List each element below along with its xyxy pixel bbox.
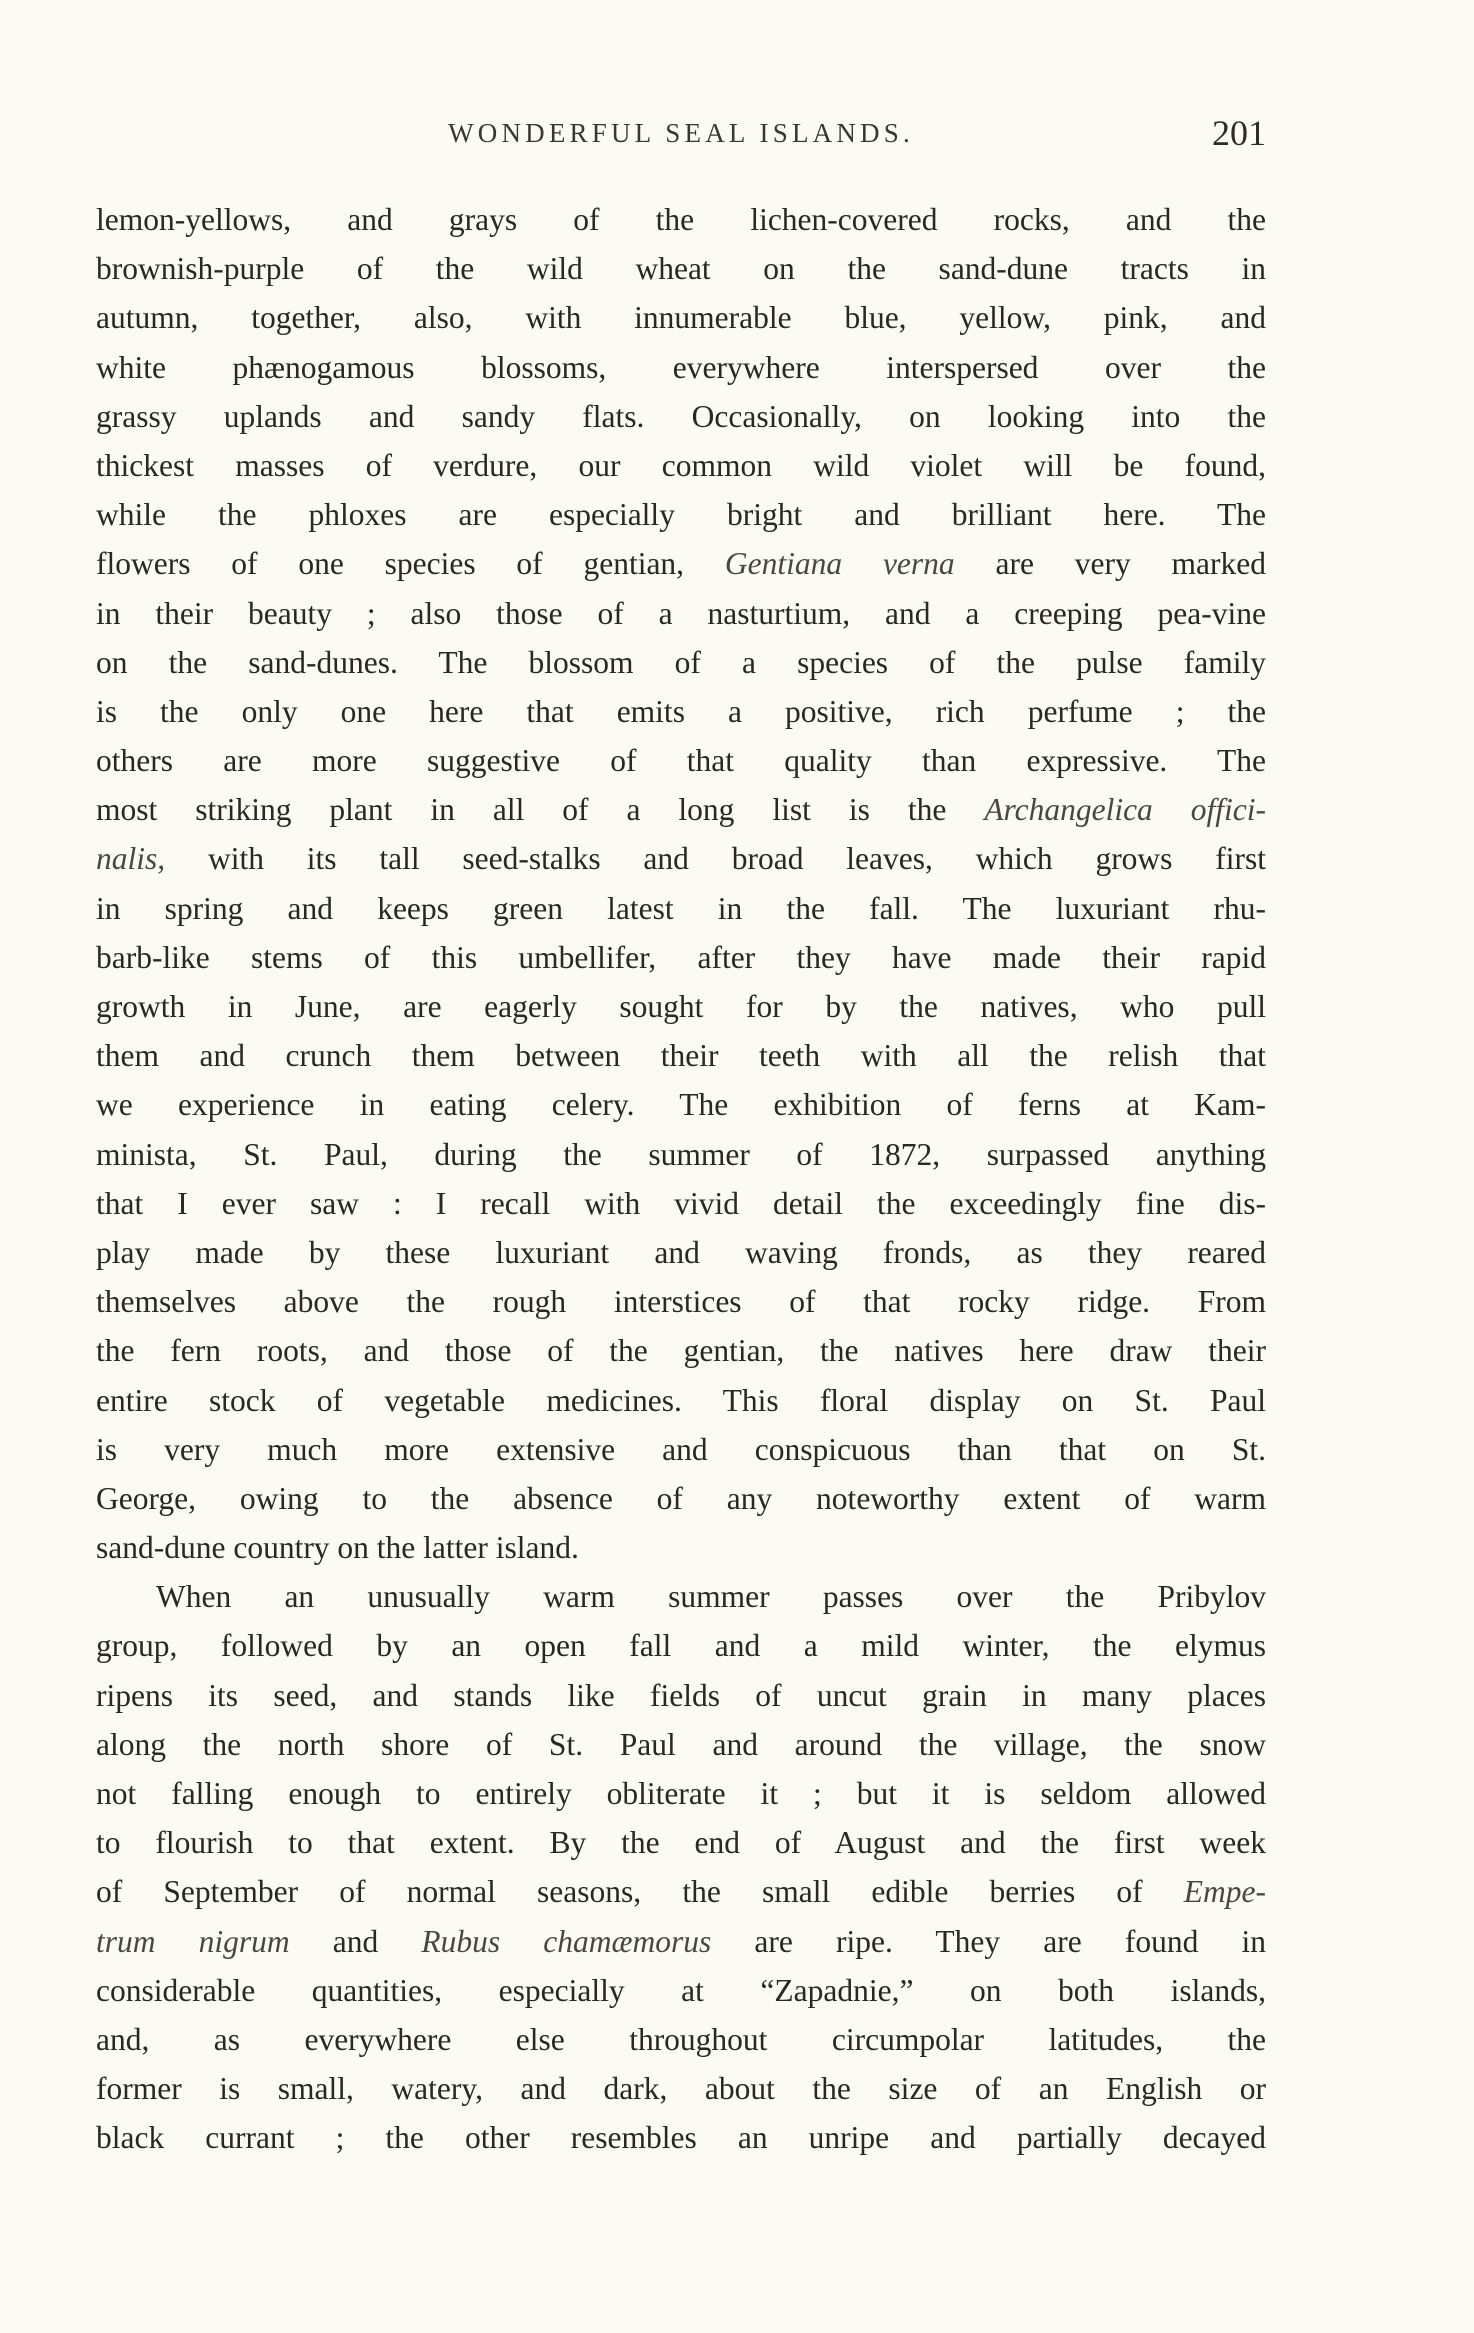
- text-line: [96, 884, 1266, 933]
- text-line: [96, 1277, 1266, 1326]
- page-number: 201: [1212, 113, 1266, 153]
- text-segment: lemon-yellows, and grays of the lichen-covered rocks, and the: [96, 202, 1266, 237]
- text-line: [96, 933, 1266, 982]
- text-segment: while the phloxes are especially bright and brilliant here. The: [96, 497, 1266, 533]
- text-segment: the fern roots, and those of the gentian, the natives here draw their: [96, 1333, 1266, 1369]
- text-line: [96, 1818, 1266, 1867]
- text-segment: themselves above the rough interstices of that rocky ridge. From: [96, 1284, 1266, 1320]
- text-segment: considerable quantities, especially at “Zapadnie,” on both islands,: [96, 1972, 1266, 2008]
- text-segment: When an unusually warm summer passes over the Pribylov: [156, 1579, 1266, 1615]
- text-segment: are very marked: [954, 546, 1266, 582]
- body-text: [96, 195, 1266, 2163]
- text-segment: grassy uplands and sandy flats. Occasionally, on looking into the: [96, 398, 1266, 434]
- text-line: [96, 1917, 1266, 1966]
- text-segment: and: [289, 1923, 422, 1959]
- text-segment: are ripe. They are found in: [711, 1923, 1266, 1959]
- text-segment: thickest masses of verdure, our common wild violet will be found,: [96, 447, 1266, 483]
- text-segment: minista, St. Paul, during the summer of 1872, surpassed anything: [96, 1136, 1266, 1172]
- text-segment: barb-like stems of this umbellifer, after they have made their rapid: [96, 939, 1266, 975]
- text-segment: brownish-purple of the wild wheat on the sand-dune tracts in: [96, 251, 1266, 287]
- text-line: [96, 1326, 1266, 1375]
- text-line: [96, 1425, 1266, 1474]
- text-segment: former is small, watery, and dark, about the size of an English or: [96, 2071, 1266, 2107]
- text-segment: with its tall seed-stalks and broad leaves, which grows first: [165, 841, 1266, 877]
- italic-text: Empe-: [1183, 1874, 1266, 1910]
- text-segment: on the sand-dunes. The blossom of a species of the pulse family: [96, 644, 1266, 680]
- page-header: [96, 112, 1266, 162]
- text-line: [96, 2015, 1266, 2064]
- italic-text: Archangelica offici-: [984, 792, 1266, 828]
- text-segment: in their beauty ; also those of a nasturtium, and a creeping pea-vine: [96, 595, 1266, 631]
- text-line: [96, 1376, 1266, 1425]
- text-segment: sand-dune country on the latter island.: [96, 1530, 579, 1566]
- text-segment: in spring and keeps green latest in the fall. The luxuriant rhu-: [96, 890, 1266, 926]
- italic-text: trum nigrum: [96, 1923, 290, 1959]
- text-segment: others are more suggestive of that quality than expressive. The: [96, 743, 1266, 779]
- text-segment: and, as everywhere else throughout circumpolar latitudes, the: [96, 2021, 1266, 2057]
- text-segment: autumn, together, also, with innumerable blue, yellow, pink, and: [96, 300, 1266, 336]
- text-line: [96, 1228, 1266, 1277]
- text-segment: to flourish to that extent. By the end of August and the first week: [96, 1825, 1266, 1861]
- italic-text: nalis,: [96, 841, 166, 877]
- italic-text: Rubus chamæmorus: [421, 1923, 712, 1959]
- text-line: [96, 490, 1266, 539]
- text-line: [96, 785, 1266, 834]
- text-segment: George, owing to the absence of any noteworthy extent of warm: [96, 1480, 1266, 1516]
- text-segment: most striking plant in all of a long list is the: [96, 792, 985, 828]
- text-line: [96, 1572, 1266, 1621]
- text-line: [96, 1867, 1266, 1916]
- text-line: [96, 1130, 1266, 1179]
- text-line: [96, 589, 1266, 638]
- text-line: [96, 1621, 1266, 1670]
- running-head: WONDERFUL SEAL ISLANDS.: [448, 118, 914, 148]
- text-line: [96, 441, 1266, 490]
- text-segment: is the only one here that emits a positive, rich perfume ; the: [96, 693, 1266, 729]
- text-line: [96, 982, 1266, 1031]
- text-line: [96, 343, 1266, 392]
- text-segment: ripens its seed, and stands like fields of uncut grain in many places: [96, 1677, 1266, 1713]
- text-segment: of September of normal seasons, the small edible berries of: [96, 1874, 1184, 1910]
- text-segment: them and crunch them between their teeth with all the relish that: [96, 1038, 1266, 1074]
- text-segment: play made by these luxuriant and waving fronds, as they reared: [96, 1234, 1266, 1270]
- text-line: [96, 1769, 1266, 1818]
- text-line: [96, 687, 1266, 736]
- text-line: [96, 1080, 1266, 1129]
- text-line: [96, 1720, 1266, 1769]
- text-line: [96, 1474, 1266, 1523]
- text-segment: flowers of one species of gentian,: [96, 546, 725, 582]
- text-line: [96, 244, 1266, 293]
- text-line: [96, 1671, 1266, 1720]
- text-segment: not falling enough to entirely obliterate it ; but it is seldom allowed: [96, 1776, 1266, 1811]
- text-line: [96, 392, 1266, 441]
- text-segment: white phænogamous blossoms, everywhere interspersed over the: [96, 349, 1266, 385]
- text-line: [96, 1966, 1266, 2015]
- text-segment: we experience in eating celery. The exhibition of ferns at Kam-: [96, 1087, 1266, 1123]
- text-segment: along the north shore of St. Paul and around the village, the snow: [96, 1726, 1266, 1762]
- text-segment: group, followed by an open fall and a mild winter, the elymus: [96, 1628, 1266, 1664]
- text-line: [96, 834, 1266, 883]
- text-line: [96, 539, 1266, 588]
- text-line: [96, 736, 1266, 785]
- text-segment: entire stock of vegetable medicines. This floral display on St. Paul: [96, 1382, 1266, 1418]
- text-line: [96, 195, 1266, 244]
- text-line: [96, 1179, 1266, 1228]
- text-line: [96, 1031, 1266, 1080]
- text-line: [96, 1523, 1266, 1572]
- text-segment: black currant ; the other resembles an unripe and partially decayed: [96, 2120, 1266, 2156]
- text-line: [96, 638, 1266, 687]
- text-line: [96, 2064, 1266, 2113]
- italic-text: Gentiana verna: [724, 546, 955, 582]
- text-line: [96, 293, 1266, 342]
- text-segment: is very much more extensive and conspicuous than that on St.: [96, 1431, 1266, 1467]
- text-segment: that I ever saw : I recall with vivid detail the exceedingly fine dis-: [96, 1185, 1266, 1221]
- text-line: [96, 2113, 1266, 2162]
- text-segment: growth in June, are eagerly sought for by the natives, who pull: [96, 989, 1266, 1024]
